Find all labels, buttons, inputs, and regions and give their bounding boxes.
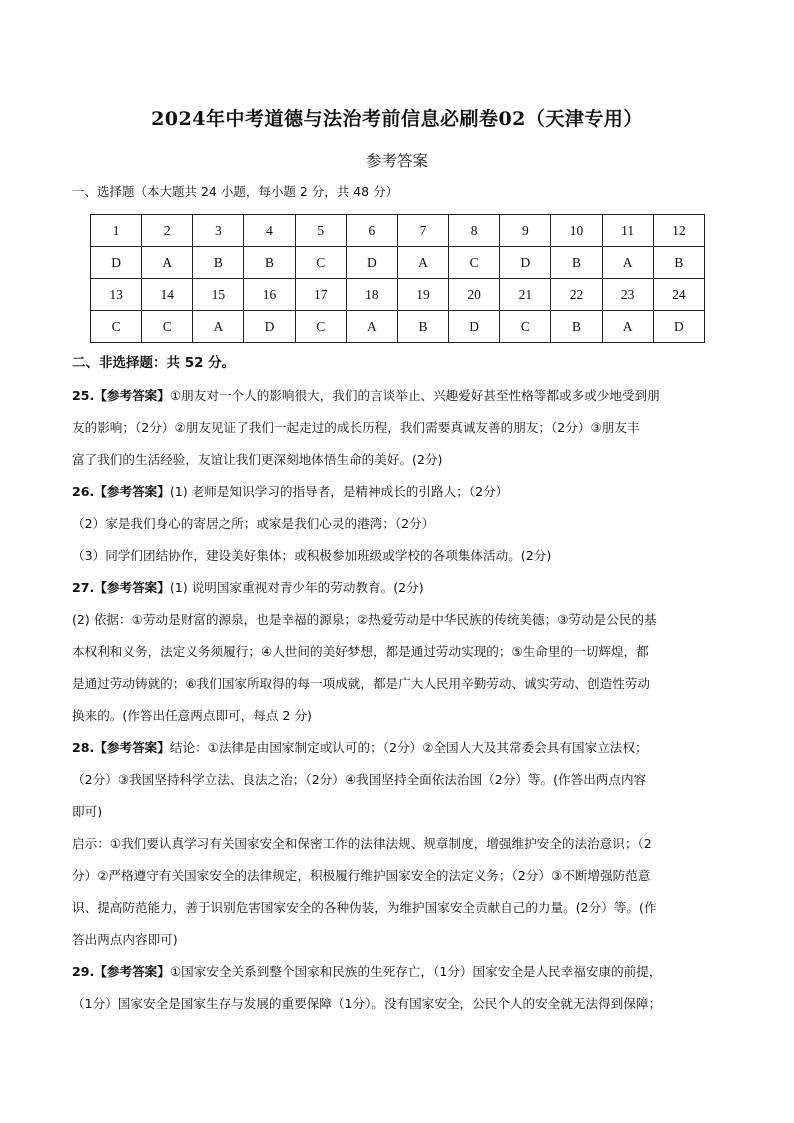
answer-row [91, 311, 705, 343]
question-number-cell: 11 [602, 215, 653, 247]
question-number-cell: 6 [346, 215, 397, 247]
answer-line [72, 732, 732, 764]
answer-text: 答出两点内容即可) [72, 932, 178, 947]
answer-cell: A [193, 311, 244, 343]
answer-cell: B [193, 247, 244, 279]
question-number-cell: 24 [653, 279, 704, 311]
answer-text: 富了我们的生活经验，友谊让我们更深刻地体悟生命的美好。(2分) [72, 452, 443, 467]
question-label: 25.【参考答案】 [72, 388, 170, 403]
answer-cell: C [91, 311, 142, 343]
question-number-cell: 15 [193, 279, 244, 311]
answer-cell: D [449, 311, 500, 343]
answer-line [72, 668, 732, 700]
answer-text: 友的影响；（2分）②朋友见证了我们一起走过的成长历程，我们需要真诚友善的朋友；（2分）③朋友丰 [72, 420, 640, 435]
question-label: 27.【参考答案】 [72, 580, 170, 595]
answer-line [72, 956, 732, 988]
answer-cell: A [346, 311, 397, 343]
question-number-cell: 2 [142, 215, 193, 247]
answer-text: 是通过劳动铸就的；⑥我们国家所取得的每一项成就，都是广大人民用辛勤劳动、诚实劳动、创造性劳动 [72, 676, 651, 691]
answer-cell: B [551, 311, 602, 343]
answer-text: (2) 依据：①劳动是财富的源泉，也是幸福的源泉；②热爱劳动是中华民族的传统美德；③劳动是公民的基 [72, 612, 657, 627]
answer-table [90, 214, 705, 343]
question-number-cell: 10 [551, 215, 602, 247]
answer-text: 即可) [72, 804, 103, 819]
answer-text: 分）②严格遵守有关国家安全的法律规定，积极履行维护国家安全的法定义务；（2分）③不断增强防范意 [72, 868, 651, 883]
question-number-cell: 18 [346, 279, 397, 311]
answer-cell: C [449, 247, 500, 279]
document-subtitle: 参考答案 [365, 152, 428, 170]
answer-cell: B [244, 247, 295, 279]
answer-line [72, 924, 732, 956]
question-number-cell: 8 [449, 215, 500, 247]
answer-cell: D [346, 247, 397, 279]
answer-row [91, 247, 705, 279]
question-number-cell: 19 [397, 279, 448, 311]
question-number-row [91, 215, 705, 247]
answer-line [72, 604, 732, 636]
section1-heading: 一、选择题（本大题共 24 小题，每小题 2 分，共 48 分） [72, 184, 399, 199]
answer-text: （1分）国家安全是国家生存与发展的重要保障（1分）。没有国家安全，公民个人的安全就无法得到保障； [72, 996, 662, 1011]
answer-text: （2）家是我们身心的寄居之所；或家是我们心灵的港湾；（2分） [72, 516, 435, 531]
answer-line [72, 700, 732, 732]
answer-cell: C [295, 311, 346, 343]
question-number-cell: 21 [500, 279, 551, 311]
answer-cell: A [602, 247, 653, 279]
answer-text: 结论：①法律是由国家制定或认可的；（2分）②全国人大及其常委会具有国家立法权； [169, 740, 648, 755]
answer-text: (1) 老师是知识学习的指导者，是精神成长的引路人；（2分） [169, 484, 509, 499]
question-number-cell: 22 [551, 279, 602, 311]
answer-text: ①朋友对一个人的影响很大，我们的言谈举止、兴趣爱好甚至性格等都或多或少地受到朋 [169, 388, 660, 403]
question-number-cell: 13 [91, 279, 142, 311]
answer-cell: C [500, 311, 551, 343]
section2-heading: 二、非选择题：共 52 分。 [72, 355, 236, 371]
answer-text: （3）同学们团结协作，建设美好集体；或积极参加班级或学校的各项集体活动。(2分) [72, 548, 552, 563]
question-number-cell: 20 [449, 279, 500, 311]
answer-cell: A [142, 247, 193, 279]
question-number-row [91, 279, 705, 311]
answer-line [72, 988, 732, 1020]
answer-cell: B [551, 247, 602, 279]
answer-cell: D [244, 311, 295, 343]
answer-line [72, 828, 732, 860]
answer-cell: B [397, 311, 448, 343]
answer-cell: A [397, 247, 448, 279]
question-number-cell: 12 [653, 215, 704, 247]
question-number-cell: 16 [244, 279, 295, 311]
answer-text: (1) 说明国家重视对青少年的劳动教育。(2分) [169, 580, 424, 595]
answer-line [72, 412, 732, 444]
answer-line [72, 636, 732, 668]
answer-cell: D [653, 311, 704, 343]
answer-text: 识、提高防范能力，善于识别危害国家安全的各种伪装，为维护国家安全贡献自己的力量。(2分）等。(作 [72, 900, 657, 915]
answer-line [72, 380, 732, 412]
answer-text: （2分）③我国坚持科学立法、良法之治；（2分）④我国坚持全面依法治国（2分）等。(作答出两点内容 [72, 772, 647, 787]
answer-cell: D [500, 247, 551, 279]
answer-line [72, 572, 732, 604]
answer-line [72, 540, 732, 572]
answer-cell: B [653, 247, 704, 279]
answer-body [72, 380, 732, 1020]
answer-line [72, 796, 732, 828]
answer-text: 启示：①我们要认真学习有关国家安全和保密工作的法律法规、规章制度，增强维护安全的法治意识；（2 [72, 836, 652, 851]
question-number-cell: 7 [397, 215, 448, 247]
answer-cell: A [602, 311, 653, 343]
question-number-cell: 4 [244, 215, 295, 247]
question-number-cell: 3 [193, 215, 244, 247]
answer-text: ①国家安全关系到整个国家和民族的生死存亡，（1分）国家安全是人民幸福安康的前提， [169, 964, 662, 979]
answer-line [72, 476, 732, 508]
question-number-cell: 14 [142, 279, 193, 311]
question-label: 28.【参考答案】 [72, 740, 170, 755]
question-number-cell: 1 [91, 215, 142, 247]
answer-line [72, 444, 732, 476]
answer-text: 本权利和义务，法定义务须履行；④人世间的美好梦想，都是通过劳动实现的；⑤生命里的一切辉煌，都 [72, 644, 649, 659]
answer-line [72, 764, 732, 796]
answer-line [72, 892, 732, 924]
answer-line [72, 508, 732, 540]
answer-cell: C [142, 311, 193, 343]
answer-text: 换来的。(作答出任意两点即可，每点 2 分) [72, 708, 312, 723]
answer-cell: D [91, 247, 142, 279]
question-number-cell: 5 [295, 215, 346, 247]
document-title: 2024年中考道德与法治考前信息必刷卷02（天津专用） [151, 108, 643, 130]
question-number-cell: 9 [500, 215, 551, 247]
question-number-cell: 17 [295, 279, 346, 311]
question-label: 26.【参考答案】 [72, 484, 170, 499]
answer-cell: C [295, 247, 346, 279]
question-number-cell: 23 [602, 279, 653, 311]
question-label: 29.【参考答案】 [72, 964, 170, 979]
answer-line [72, 860, 732, 892]
